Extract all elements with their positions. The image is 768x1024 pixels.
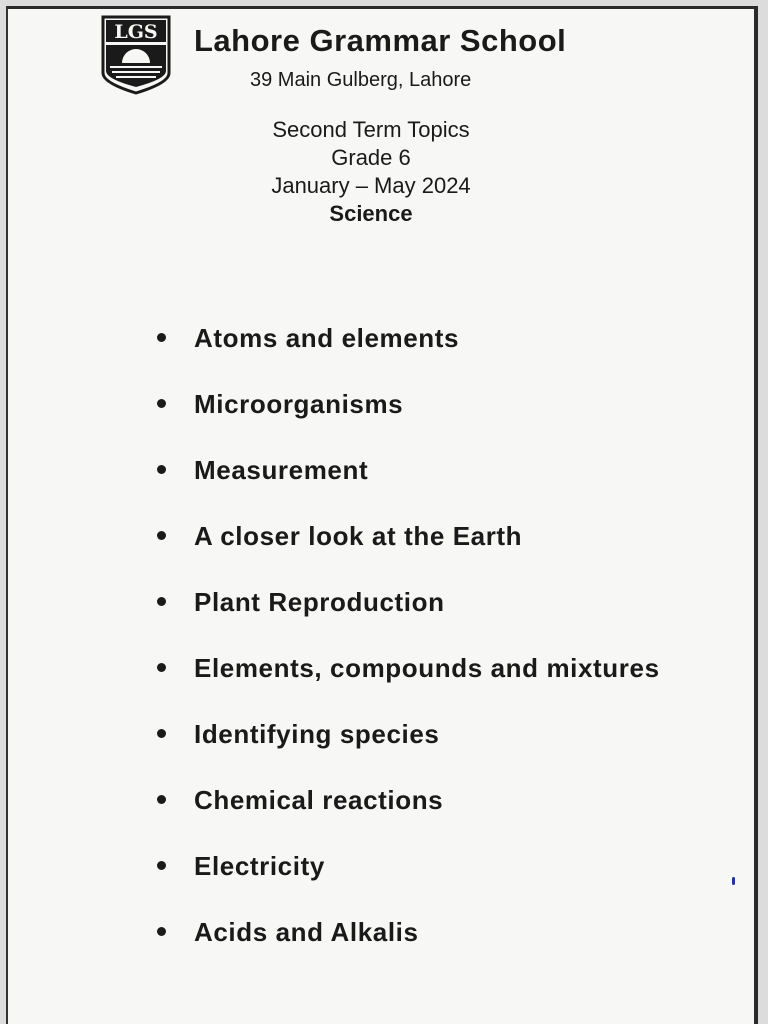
list-item bbox=[154, 635, 660, 701]
bullet-icon bbox=[157, 531, 166, 540]
bullet-icon bbox=[157, 465, 166, 474]
bullet-icon bbox=[157, 399, 166, 408]
list-item bbox=[154, 371, 660, 437]
list-item bbox=[154, 503, 660, 569]
bullet-icon bbox=[157, 597, 166, 606]
bullet-icon bbox=[157, 927, 166, 936]
topic-label: Measurement bbox=[194, 454, 369, 485]
list-item bbox=[154, 899, 660, 965]
subject-label: Science bbox=[329, 201, 413, 226]
topic-label: Identifying species bbox=[194, 718, 440, 749]
term-info bbox=[8, 116, 754, 228]
topic-label: Microorganisms bbox=[194, 388, 404, 419]
list-item bbox=[154, 833, 660, 899]
list-item bbox=[154, 437, 660, 503]
school-crest-logo bbox=[100, 13, 172, 97]
bullet-icon bbox=[157, 861, 166, 870]
topic-label: Electricity bbox=[194, 850, 325, 881]
topic-label: Chemical reactions bbox=[194, 784, 444, 815]
school-address: 39 Main Gulberg, Lahore bbox=[250, 69, 472, 91]
list-item bbox=[154, 305, 660, 371]
bullet-icon bbox=[157, 663, 166, 672]
document-page bbox=[6, 6, 758, 1024]
topic-label: Elements, compounds and mixtures bbox=[194, 652, 660, 683]
bullet-icon bbox=[157, 333, 166, 342]
topic-label: A closer look at the Earth bbox=[194, 520, 523, 551]
document-title: Second Term Topics bbox=[272, 117, 470, 142]
topics-list bbox=[154, 305, 660, 965]
grade-label: Grade 6 bbox=[331, 145, 411, 170]
topic-label: Acids and Alkalis bbox=[194, 916, 419, 947]
topic-label: Atoms and elements bbox=[194, 322, 460, 353]
list-item bbox=[154, 767, 660, 833]
logo-lettering: LGS bbox=[114, 21, 158, 43]
bullet-icon bbox=[157, 795, 166, 804]
list-item bbox=[154, 701, 660, 767]
bullet-icon bbox=[157, 729, 166, 738]
list-item bbox=[154, 569, 660, 635]
school-name: Lahore Grammar School bbox=[194, 23, 567, 58]
topic-label: Plant Reproduction bbox=[194, 586, 445, 617]
ink-speck bbox=[732, 877, 735, 885]
term-dates: January – May 2024 bbox=[271, 173, 471, 198]
